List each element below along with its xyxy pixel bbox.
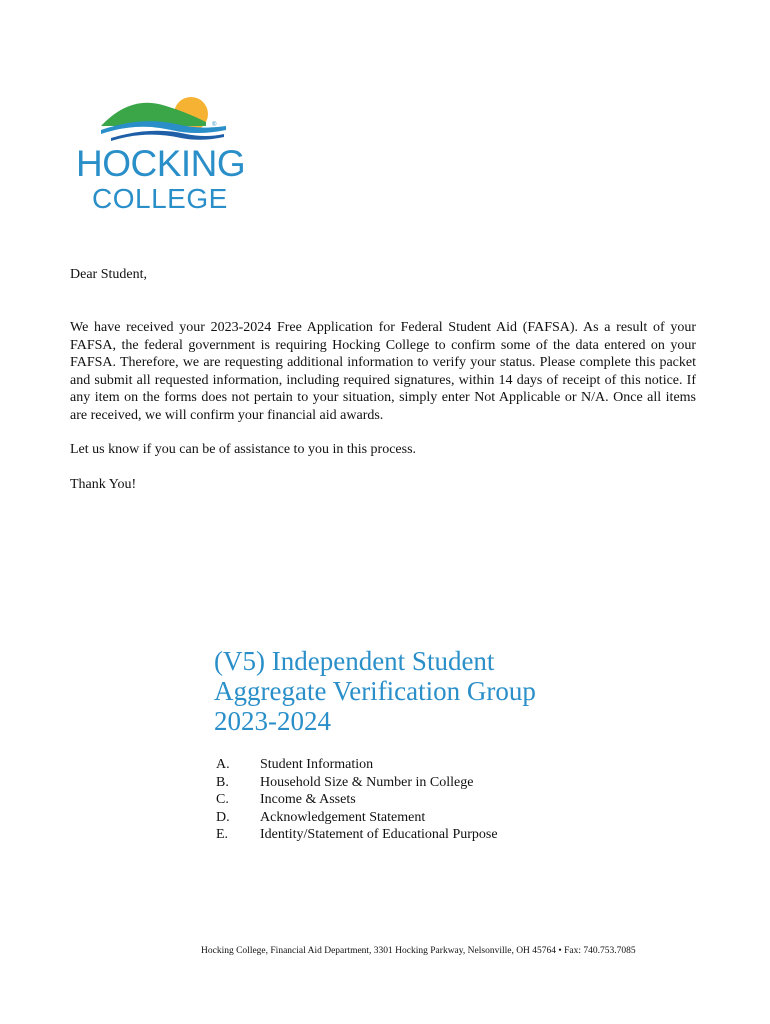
list-item: [216, 791, 498, 809]
list-item: [216, 809, 498, 827]
list-item: [216, 826, 498, 844]
assistance-line: Let us know if you can be of assistance to you in this process.: [70, 442, 417, 457]
logo-text-hocking: HOCKING: [76, 143, 246, 184]
list-item-label: Household Size & Number in College: [260, 774, 474, 790]
letter-body: We have received your 2023-2024 Free Application for Federal Student Aid (FAFSA). As a result of your FAFSA, the federal government is requiring Hocking College to confirm some of the data entered on your FAFSA. Therefore, we are requesting additional information to verify your status. Please complete this packet and submit all requested information, including required signatures, within 14 days of receipt of this notice. If any item on the forms does not pertain to your situation, simply enter Not Applicable or N/A. Once all items are received, we will confirm your financial aid awards.: [70, 320, 696, 423]
list-item-letter: D.: [216, 809, 230, 825]
salutation: Dear Student,: [70, 267, 147, 282]
list-item: [216, 756, 498, 774]
list-item-label: Student Information: [260, 757, 374, 772]
packet-title-line-2: Aggregate Verification Group: [214, 676, 536, 706]
closing: Thank You!: [70, 477, 137, 492]
list-item: [216, 774, 498, 792]
registered-mark: ®: [212, 122, 217, 128]
list-item-letter: C.: [216, 792, 229, 807]
logo-landscape-icon: [96, 92, 236, 142]
packet-title-line-3: 2023-2024: [214, 706, 331, 736]
packet-title-line-1: (V5) Independent Student: [214, 646, 495, 676]
list-item-letter: A.: [216, 757, 230, 772]
footer-address: Hocking College, Financial Aid Department, 3301 Hocking Parkway, Nelsonville, OH 45764 • Fax: 740.753.7085: [201, 946, 636, 956]
logo-text-college: COLLEGE: [92, 183, 228, 214]
list-item-letter: B.: [216, 774, 229, 790]
list-item-label: Acknowledgement Statement: [260, 809, 426, 825]
list-item-letter: E.: [216, 827, 229, 842]
hocking-college-logo: [76, 92, 256, 217]
packet-title: [214, 646, 614, 736]
list-item-label: Identity/Statement of Educational Purpose: [260, 827, 498, 842]
list-item-label: Income & Assets: [260, 792, 356, 807]
contents-list: [216, 756, 498, 844]
